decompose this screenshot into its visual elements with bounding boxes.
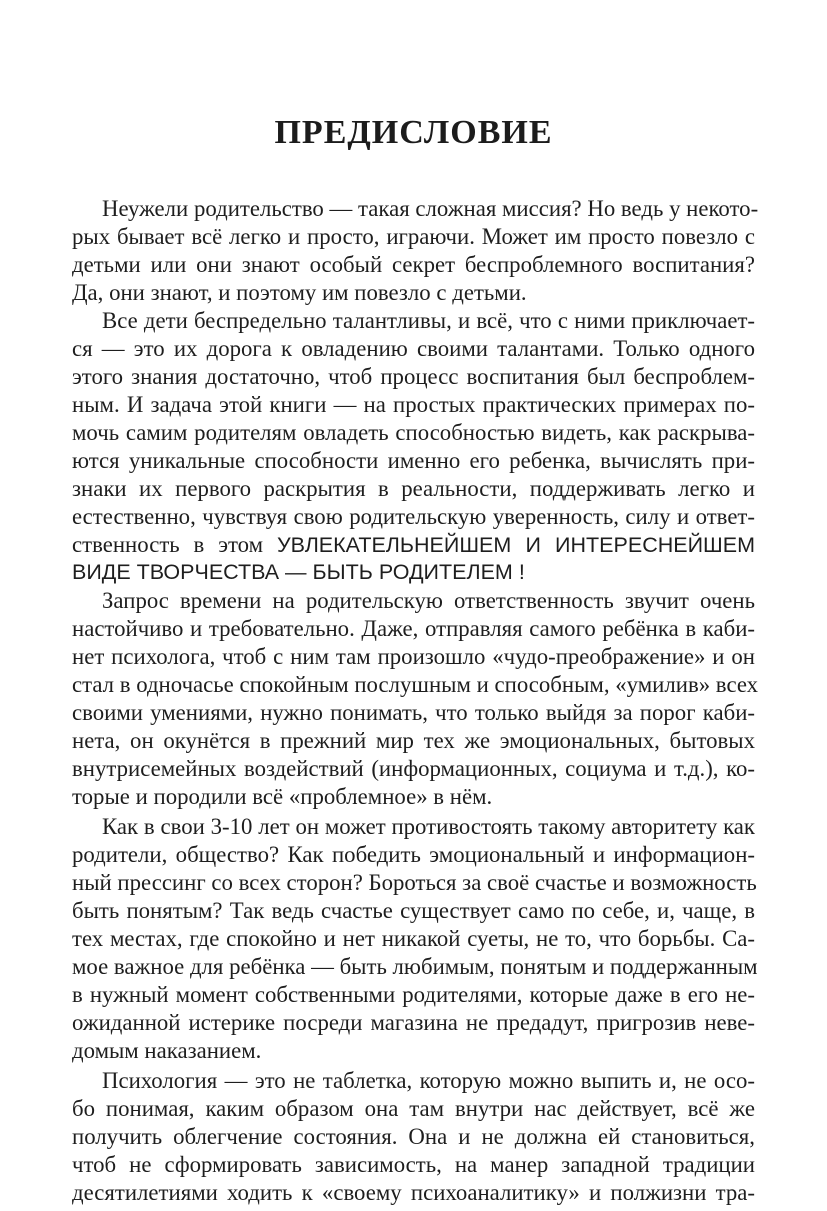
text-line: родители, общество? Как победить эмоциональный и информацион- <box>72 842 755 867</box>
text-line: рых бывает всё легко и просто, играючи. Может им просто повезло с <box>72 224 755 249</box>
text-line: Как в свои 3-10 лет он может противостоять такому авторитету как <box>102 814 755 839</box>
page-title: ПРЕДИСЛОВИЕ <box>274 114 553 151</box>
text-line: десятилетиями ходить к «своему психоаналитику» и полжизни тра- <box>72 1180 755 1205</box>
text-line: Психология — это не таблетка, которую можно выпить и, не осо- <box>102 1068 755 1093</box>
text-line: в нужный момент собственными родителями, которые даже в его не- <box>72 982 755 1007</box>
text-line-mixed <box>72 531 755 558</box>
text-line: ожиданной истерике посреди магазина не предадут, пригрозив неве- <box>72 1010 755 1035</box>
text-line: ный прессинг со всех сторон? Бороться за своё счастье и возможность <box>72 870 757 895</box>
text-line: Все дети беспредельно талантливы, и всё, что с ними приключает- <box>102 308 755 333</box>
emphasis-text: УВЛЕКАТЕЛЬНЕЙШЕМ И ИНТЕРЕСНЕЙШЕМ <box>276 533 755 557</box>
text-line: мочь самим родителям овладеть способностью видеть, как раскрыва- <box>72 420 755 445</box>
text-line: быть понятым? Так ведь счастье существует само по себе, и, чаще, в <box>72 898 755 923</box>
text-line: естественно, чувствуя свою родительскую уверенность, силу и ответ- <box>72 504 755 529</box>
emphasis-text: ВИДЕ ТВОРЧЕСТВА — БЫТЬ РОДИТЕЛЕМ ! <box>72 560 525 584</box>
text-line: настойчиво и требовательно. Даже, отправляя самого ребёнка в каби- <box>72 616 755 641</box>
text-line: мое важное для ребёнка — быть любимым, понятым и поддержанным <box>72 954 758 979</box>
text-line: Неужели родительство — такая сложная миссия? Но ведь у некото- <box>102 196 759 221</box>
text-line: получить облегчение состояния. Она и не должна ей становиться, <box>72 1124 755 1149</box>
text-line: тех местах, где спокойно и нет никакой суеты, не то, что борьбы. Са- <box>72 926 755 951</box>
text-line: торые и породили всё «проблемное» в нём. <box>72 784 493 809</box>
text-line: нет психолога, чтоб с ним там произошло «чудо-преображение» и он <box>72 644 755 669</box>
text-line: Запрос времени на родительскую ответственность звучит очень <box>102 588 755 613</box>
text-line: внутрисемейных воздействий (информационных, социума и т.д.), ко- <box>72 756 755 781</box>
text-line: детьми или они знают особый секрет беспроблемного воспитания? <box>72 252 755 277</box>
text-line: нета, он окунётся в прежний мир тех же эмоциональных, бытовых <box>72 728 755 753</box>
text-line: чтоб не сформировать зависимость, на манер западной традиции <box>72 1152 755 1177</box>
text-line: своими умениями, нужно понимать, что только выйдя за порог каби- <box>72 700 755 725</box>
text-line: ются уникальные способности именно его ребенка, вычислять при- <box>72 448 755 473</box>
text-line: бо понимая, каким образом она там внутри нас действует, всё же <box>72 1096 755 1121</box>
text-line: домым наказанием. <box>72 1038 262 1063</box>
text-line: Да, они знают, и поэтому им повезло с детьми. <box>72 280 527 305</box>
text-fragment: ственность в этом <box>72 532 264 557</box>
text-line: этого знания достаточно, чтоб процесс воспитания был беспроблем- <box>72 364 755 389</box>
text-line: ся — это их дорога к овладению своими талантами. Только одного <box>72 336 755 361</box>
text-line: ным. И задача этой книги — на простых практических примерах по- <box>72 392 755 417</box>
text-line: стал в одночасье спокойным послушным и способным, «умилив» всех <box>72 672 759 697</box>
text-line: знаки их первого раскрытия в реальности, поддерживать легко и <box>72 476 755 501</box>
